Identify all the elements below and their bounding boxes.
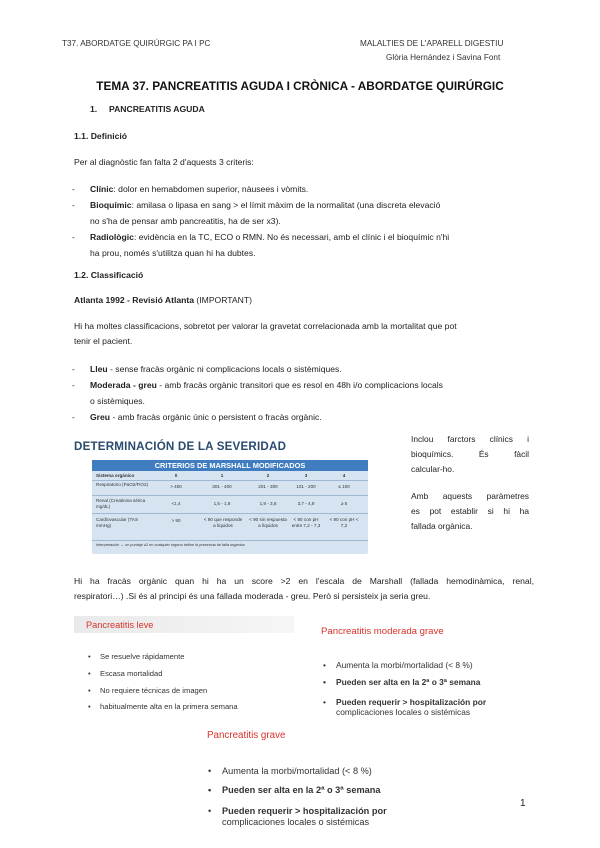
slide-title: Pancreatitis moderada grave bbox=[321, 626, 444, 637]
table-divider bbox=[92, 513, 368, 514]
marshall-paragraph bbox=[74, 574, 534, 604]
section-number: 1. bbox=[90, 104, 98, 114]
marshall-figure bbox=[74, 434, 374, 556]
list-item bbox=[72, 230, 530, 261]
bullet-text: : dolor en hemabdomen superior, nàusees i vòmits. bbox=[113, 184, 309, 194]
header-left: T37. ABORDATGE QUIRÚRGIC PA I PC bbox=[62, 39, 211, 48]
severity-title: DETERMINACIÓN DE LA SEVERIDAD bbox=[74, 440, 287, 453]
table-divider bbox=[92, 480, 368, 481]
bullet-term: Clínic bbox=[90, 184, 114, 194]
bullet-dot: • bbox=[88, 669, 91, 678]
list-item bbox=[323, 677, 481, 687]
table-cell: ≥ 5 bbox=[340, 501, 348, 506]
bullet-text: - amb fracàs orgànic transitori que es resol en 48h i/o complicacions locals bbox=[156, 380, 443, 390]
slide-item-text: Escasa mortalidad bbox=[100, 669, 163, 678]
bullet-dot: • bbox=[323, 660, 326, 670]
page-number: 1 bbox=[520, 798, 526, 809]
bullet-text: : amilasa o lipasa en sang > el límit màxim de la normalitat (una discreta elevació bbox=[131, 200, 441, 210]
definicio-intro: Per al diagnòstic fan falta 2 d'aquests 3 criteris: bbox=[74, 157, 254, 167]
list-item bbox=[88, 652, 185, 661]
table-cell: ≤ 100 bbox=[338, 484, 350, 489]
header-authors: Glòria Hernández i Savina Font bbox=[386, 53, 501, 62]
bullet-text-cont: o sistèmiques. bbox=[90, 395, 145, 406]
slide-item-text: habitualmente alta en la primera semana bbox=[100, 702, 238, 711]
bullet-text-cont: ha prou, només s'utilitza quan hi ha dubtes. bbox=[90, 247, 256, 258]
side-line: bioquímics. És fàcil bbox=[411, 449, 529, 460]
list-item bbox=[88, 702, 238, 711]
side-note-2 bbox=[411, 489, 529, 535]
bullet-text-cont: no s'ha de pensar amb pancreatitis, ha de ser x3). bbox=[90, 215, 281, 226]
bullet-dot: • bbox=[88, 686, 91, 695]
table-cell: < 90 con pH < 7,2 bbox=[329, 517, 359, 528]
slide-item-text: Aumenta la morbi/mortalidad (< 8 %) bbox=[336, 660, 473, 670]
table-cell: < 90 que responde a líquidos bbox=[203, 517, 243, 528]
bullet-dot: • bbox=[88, 652, 91, 661]
table-header-cell: Sistema orgánico bbox=[96, 473, 135, 478]
table-cell: 3,7 - 4,9 bbox=[297, 501, 315, 506]
list-item bbox=[208, 806, 387, 828]
table-header-cell: 4 bbox=[342, 473, 346, 478]
bullet-dash: - bbox=[72, 364, 75, 374]
paragraph-line: Hi ha fracàs orgànic quan hi ha un score >2 en l'escala de Marshall (fallada hemodinàmica, renal, bbox=[74, 576, 534, 586]
bullet-dot: • bbox=[88, 702, 91, 711]
slide-item-text: Pueden requerir > hospitalización por bbox=[336, 697, 487, 707]
list-item bbox=[72, 378, 530, 409]
table-cell: 301 - 400 bbox=[212, 484, 232, 489]
table-header-cell: 3 bbox=[304, 473, 308, 478]
list-item bbox=[72, 410, 530, 426]
bullet-text: - amb fracàs orgànic únic o persistent o fracàs orgànic. bbox=[110, 412, 322, 422]
list-item bbox=[323, 697, 487, 717]
table-cell: 1,5 - 1,8 bbox=[213, 501, 231, 506]
table-header-cell: 2 bbox=[266, 473, 270, 478]
bullet-dash: - bbox=[72, 200, 75, 210]
list-item bbox=[72, 362, 530, 378]
side-line: es pot establir si hi ha bbox=[411, 506, 529, 517]
table-footnote: Interpretación → un puntaje ≥2 en cualquier órgano define la presencia de falla orgánica bbox=[96, 543, 245, 547]
table-header-cell: 0 bbox=[174, 473, 178, 478]
slide-title: Pancreatitis grave bbox=[207, 730, 286, 741]
slide-item-text: No requiere técnicas de imagen bbox=[100, 686, 208, 695]
bullet-term: Bioquímic bbox=[90, 200, 132, 210]
side-line: Amb aquests paràmetres bbox=[411, 491, 529, 501]
bullet-dot: • bbox=[208, 806, 212, 816]
bullet-dot: • bbox=[323, 677, 326, 687]
slide-item-text-cont: complicaciones locales o sistémicas bbox=[336, 707, 471, 717]
bullet-dash: - bbox=[72, 380, 75, 390]
paragraph-line: respiratori…) .Si és al principi és una fallada moderada - greu. Però si persisteix ja seria greu. bbox=[74, 591, 431, 601]
bullet-dot: • bbox=[208, 766, 212, 776]
bullet-term: Radiològic bbox=[90, 232, 134, 242]
slide-item-text: Pueden requerir > hospitalización por bbox=[222, 806, 387, 816]
list-item bbox=[208, 785, 381, 796]
marshall-table-title: CRITERIOS DE MARSHALL MODIFICADOS bbox=[92, 460, 368, 471]
bullet-dash: - bbox=[72, 412, 75, 422]
marshall-table bbox=[92, 460, 368, 554]
table-cell: <1,4 bbox=[171, 501, 181, 506]
classificacio-paragraph bbox=[74, 319, 534, 349]
slide-item-text-cont: complicaciones locales o sistémicas bbox=[222, 817, 370, 827]
table-cell: Respiratorio (PaO2/FiO2) bbox=[96, 482, 149, 487]
table-cell: Renal (Creatinina sérica mg/dL) bbox=[96, 498, 146, 509]
slide-item-text: Aumenta la morbi/mortalidad (< 8 %) bbox=[222, 766, 372, 776]
paragraph-line: Hi ha moltes classificacions, sobretot per valorar la gravetat correlacionada amb la mortalitat que pot bbox=[74, 321, 457, 331]
slide-item-text: Pueden ser alta en la 2ª o 3ª semana bbox=[222, 785, 381, 795]
section-heading: PANCREATITIS AGUDA bbox=[109, 104, 205, 114]
table-cell: < 90 sin respuesta a líquidos bbox=[249, 517, 287, 528]
header-right: MALALTIES DE L'APARELL DIGESTIU bbox=[360, 39, 504, 48]
bullet-dash: - bbox=[72, 232, 75, 242]
side-line: Inclou farctors clínics i bbox=[411, 434, 529, 444]
slide-moderada bbox=[312, 620, 542, 728]
list-item bbox=[88, 686, 208, 695]
bullet-dash: - bbox=[72, 184, 75, 194]
side-note-1 bbox=[411, 432, 529, 478]
table-divider bbox=[92, 540, 368, 541]
atlanta-line bbox=[74, 295, 252, 305]
table-cell: < 90 con pH entre 7,2 - 7,3 bbox=[291, 517, 321, 528]
slide-title: Pancreatitis leve bbox=[86, 620, 154, 630]
list-item bbox=[72, 198, 530, 229]
table-divider bbox=[92, 495, 368, 496]
list-item bbox=[88, 669, 163, 678]
bullet-term: Moderada - greu bbox=[90, 380, 157, 390]
atlanta-title: Atlanta 1992 - Revisió Atlanta bbox=[74, 295, 195, 305]
bullet-dot: • bbox=[323, 697, 326, 707]
slide-item-text: Se resuelve rápidamente bbox=[100, 652, 185, 661]
table-cell: 201 - 300 bbox=[258, 484, 278, 489]
table-cell: > 90 bbox=[171, 518, 181, 523]
table-cell: > 400 bbox=[170, 484, 182, 489]
slide-grave bbox=[195, 726, 435, 842]
side-line: calcular-ho. bbox=[411, 464, 455, 475]
bullet-term: Lleu bbox=[90, 364, 108, 374]
table-cell: Cardiovascular (TAS mmHg) bbox=[96, 517, 139, 528]
list-item bbox=[323, 660, 473, 670]
bullet-text: - sense fracàs orgànic ni complicacions locals o sistèmiques. bbox=[107, 364, 342, 374]
bullet-dot: • bbox=[208, 785, 212, 795]
subsection-heading-definicio: 1.1. Definició bbox=[74, 131, 128, 141]
list-item bbox=[72, 182, 530, 198]
list-item bbox=[208, 766, 372, 777]
bullet-term: Greu bbox=[90, 412, 111, 422]
bullet-text: : evidència en la TC, ECO o RMN. No és necessari, amb el clínic i el bioquímic n'hi bbox=[133, 232, 450, 242]
subsection-heading-classificacio: 1.2. Classificació bbox=[74, 270, 144, 280]
slide-leve bbox=[74, 616, 294, 718]
page-title: TEMA 37. PANCREATITIS AGUDA I CRÒNICA - ABORDATGE QUIRÚRGIC bbox=[96, 79, 504, 93]
slide-item-text: Pueden ser alta en la 2ª o 3ª semana bbox=[336, 677, 481, 687]
paragraph-line: tenir el pacient. bbox=[74, 336, 133, 346]
atlanta-note: (IMPORTANT) bbox=[194, 295, 252, 305]
table-header-cell: 1 bbox=[220, 473, 224, 478]
table-cell: 101 - 200 bbox=[296, 484, 316, 489]
side-line: fallada orgànica. bbox=[411, 521, 473, 532]
table-cell: 1,9 - 3,6 bbox=[259, 501, 277, 506]
